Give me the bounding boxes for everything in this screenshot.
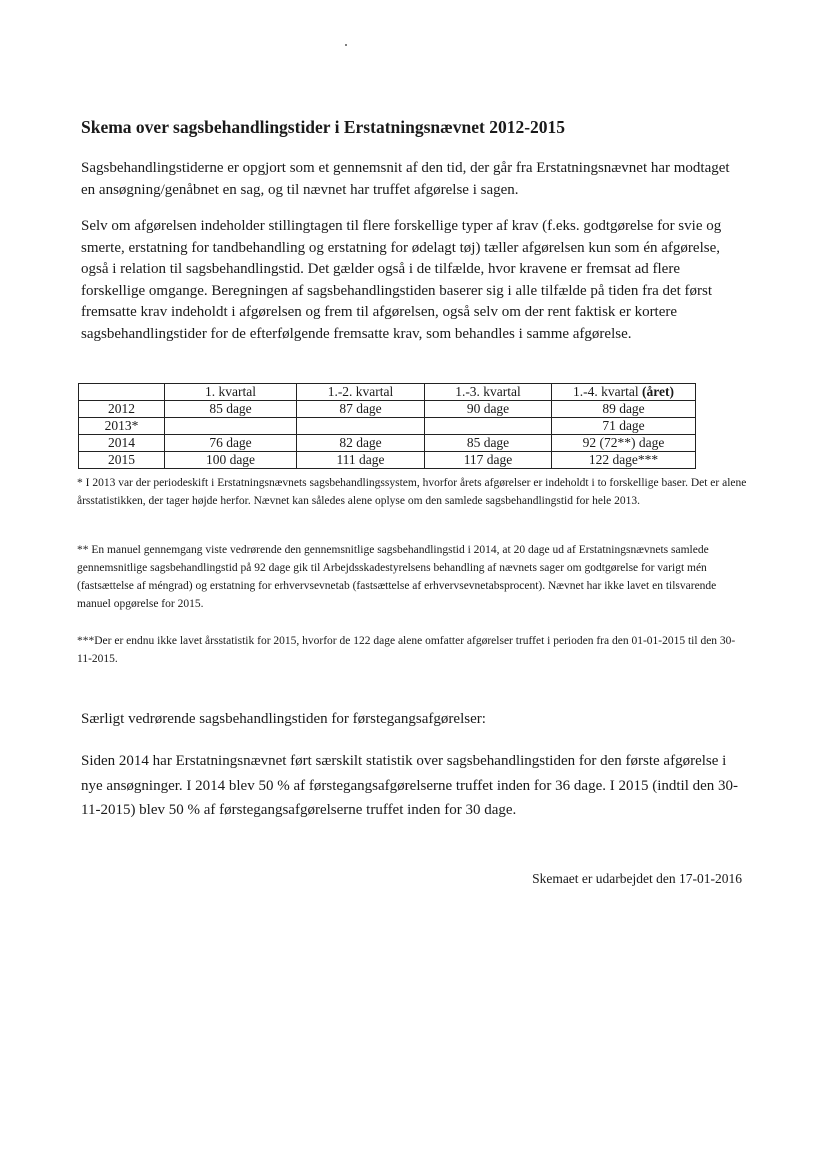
table-header-cell: 1.-3. kvartal xyxy=(425,384,552,401)
table-cell: 117 dage xyxy=(425,452,552,469)
page-title: Skema over sagsbehandlingstider i Erstatningsnævnet 2012-2015 xyxy=(81,117,566,137)
intro-paragraph: Sagsbehandlingstiderne er opgjort som et gennemsnit af den tid, der går fra Erstatningsnævnet har modtaget en ansøgning/genåbnet en sag, og til nævnet har truffet afgørelse i sagen. xyxy=(81,160,730,198)
table-cell: 92 (72**) dage xyxy=(552,435,696,452)
table-row xyxy=(79,452,696,469)
table-cell: 85 dage xyxy=(425,435,552,452)
table-header-cell xyxy=(552,384,696,401)
table-cell xyxy=(297,418,425,435)
first-decision-paragraph: Siden 2014 har Erstatningsnævnet ført særskilt statistik over sagsbehandlingstiden for den første afgørelse i nye ansøgninger. I 2014 blev 50 % af førstegangsafgørelserne truffet inden for 36 dage. I 2015 (indtil den 30-11-2015) blev 50 % af førstegangsafgørelserne truffet inden for 30 dage. xyxy=(81,753,739,818)
table-cell: 2012 xyxy=(79,401,165,418)
table-row xyxy=(79,401,696,418)
table-cell: 87 dage xyxy=(297,401,425,418)
table-cell: 89 dage xyxy=(552,401,696,418)
method-paragraph: Selv om afgørelsen indeholder stillingtagen til flere forskellige typer af krav (f.eks. godtgørelse for svie og smerte, erstatning for tandbehandling og erstatning for ødelagt tøj) tæller afgørelsen kun som én afgørelse, også i relation til sagsbehandlingstid. Det gælder også i de tilfælde, hvor kravene er fremsat ad flere forskellige omgange. Beregningen af sagsbehandlingstiden baserer sig i alle tilfælde på tiden fra det først fremsatte krav indeholdt i afgørelsen og frem til afgørelsen, også selv om der rent faktisk er kortere sagsbehandlingstider for de efterfølgende fremsatte krav, som behandles i samme afgørelse. xyxy=(81,218,722,342)
table-row xyxy=(79,418,696,435)
table-cell: 82 dage xyxy=(297,435,425,452)
table-header-cell: 1.-2. kvartal xyxy=(297,384,425,401)
table-header-row xyxy=(79,384,696,401)
scan-speck xyxy=(345,44,347,46)
table-cell: 100 dage xyxy=(165,452,297,469)
table-cell: 122 dage*** xyxy=(552,452,696,469)
table-cell: 2013* xyxy=(79,418,165,435)
section-subheading: Særligt vedrørende sagsbehandlingstiden for førstegangsafgørelser: xyxy=(81,711,486,727)
footnote-2: ** En manuel gennemgang viste vedrørende den gennemsnitlige sagsbehandlingstid i 2014, at 20 dage ud af Erstatningsnævnets samlede gennemsnitlige sagsbehandlingstid på 92 dage gik til Arbejdsskadestyrelsens behandling af nævnets sager om godtgørelse for varigt mén (fastsættelse af méngrad) og erstatning for erhvervsevnetab (fastsættelse af erhvervsevnetabsprocent). Nævnet har ikke lavet en tilsvarende manuel opgørelse for 2015. xyxy=(77,544,717,610)
footnote-3: ***Der er endnu ikke lavet årsstatistik for 2015, hvorfor de 122 dage alene omfatter afgørelser truffet i perioden fra den 01-01-2015 til den 30-11-2015. xyxy=(77,635,736,665)
table-cell: 85 dage xyxy=(165,401,297,418)
table-cell xyxy=(165,418,297,435)
table-cell: 90 dage xyxy=(425,401,552,418)
footnote-1: * I 2013 var der periodeskift i Erstatningsnævnets sagsbehandlingssystem, hvorfor årets afgørelser er indeholdt i to forskellige baser. Det er alene årsstatistikken, der tager højde herfor. Nævnet kan således alene oplyse om den samlede sagsbehandlingstid for hele 2013. xyxy=(77,477,747,507)
table-header-cell xyxy=(79,384,165,401)
prepared-date: Skemaet er udarbejdet den 17-01-2016 xyxy=(532,871,742,886)
table-cell: 71 dage xyxy=(552,418,696,435)
table-cell: 76 dage xyxy=(165,435,297,452)
table-cell: 111 dage xyxy=(297,452,425,469)
processing-time-table xyxy=(78,383,696,469)
table-header-cell: 1. kvartal xyxy=(165,384,297,401)
table-header-label: 1.-4. kvartal xyxy=(573,384,639,399)
table-cell: 2015 xyxy=(79,452,165,469)
table-cell xyxy=(425,418,552,435)
table-header-label-bold: (året) xyxy=(642,384,674,399)
table-row xyxy=(79,435,696,452)
table-cell: 2014 xyxy=(79,435,165,452)
